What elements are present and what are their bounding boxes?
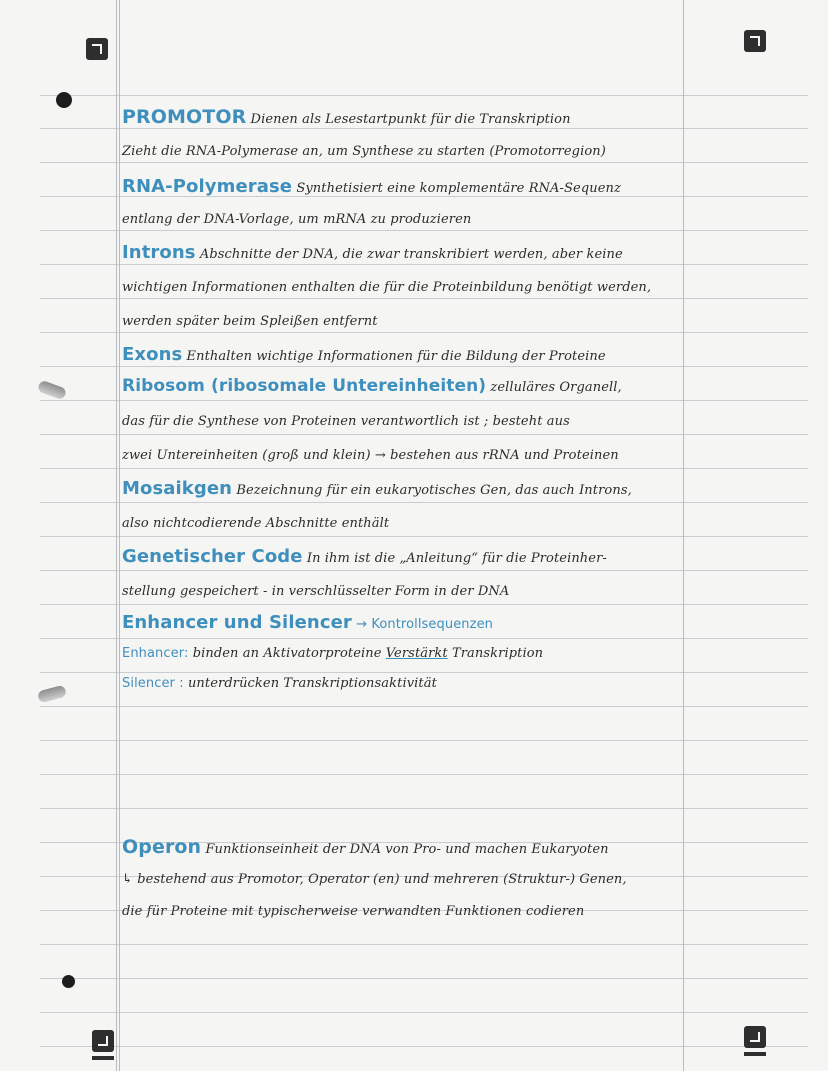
definition-text: Synthetisiert eine komplementäre RNA-Sequenz xyxy=(296,181,621,196)
note-line-genetischer-code xyxy=(122,546,607,567)
definition-text: Dienen als Lesestartpunkt für die Transkription xyxy=(250,112,571,127)
definition-text: Transkription xyxy=(451,646,544,661)
note-line xyxy=(122,314,378,329)
definition-text: unterdrücken Transkriptionsaktivität xyxy=(187,676,437,691)
ruled-line xyxy=(40,468,808,469)
corner-marker-icon xyxy=(92,1030,114,1052)
note-line-silencer xyxy=(122,676,437,691)
underlined-verstaerkt: Verstärkt xyxy=(385,646,448,661)
corner-marker-icon xyxy=(86,38,108,60)
term-exons: Exons xyxy=(122,344,183,365)
left-margin-line xyxy=(116,0,117,1071)
definition-text: wichtigen Informationen enthalten die für die Proteinbildung benötigt werden, xyxy=(122,280,652,295)
definition-text: Enthalten wichtige Informationen für die Bildung der Proteine xyxy=(186,349,606,364)
definition-text: Funktionseinheit der DNA von Pro- und machen Eukaryoten xyxy=(205,842,609,857)
left-margin-line xyxy=(119,0,120,1071)
note-line-mosaikgen xyxy=(122,478,632,499)
definition-text: also nichtcodierende Abschnitte enthält xyxy=(122,516,390,531)
definition-text: Zieht die RNA-Polymerase an, um Synthese zu starten (Promotorregion) xyxy=(122,144,606,159)
definition-text: binden an Aktivatorproteine xyxy=(192,646,382,661)
definition-text: ↳ bestehend aus Promotor, Operator (en) und mehreren (Struktur-) Genen, xyxy=(122,872,627,887)
right-margin-line xyxy=(683,0,684,1071)
note-line xyxy=(122,904,584,919)
ruled-line xyxy=(40,1012,808,1013)
punch-hole xyxy=(56,92,72,108)
ruled-line xyxy=(40,978,808,979)
term-mosaikgen: Mosaikgen xyxy=(122,478,233,499)
term-ribosom: Ribosom (ribosomale Untereinheiten) xyxy=(122,376,487,396)
definition-text: stellung gespeichert - in verschlüsselter Form in der DNA xyxy=(122,584,510,599)
note-line xyxy=(122,448,619,463)
term-enhancer-silencer: Enhancer und Silencer xyxy=(122,612,352,633)
definition-text: Bezeichnung für ein eukaryotisches Gen, das auch Introns, xyxy=(236,483,632,498)
ruled-line xyxy=(40,332,808,333)
ruled-line xyxy=(40,774,808,775)
arrow-icon: → xyxy=(356,617,368,632)
definition-text: Abschnitte der DNA, die zwar transkribiert werden, aber keine xyxy=(199,247,623,262)
note-line xyxy=(122,280,651,295)
ruled-line xyxy=(40,230,808,231)
corner-bar xyxy=(92,1056,114,1060)
label-silencer: Silencer : xyxy=(122,676,184,691)
punch-hole xyxy=(62,975,75,988)
ruled-line xyxy=(40,536,808,537)
ruled-line xyxy=(40,808,808,809)
ruled-line xyxy=(40,944,808,945)
corner-marker-icon xyxy=(744,1026,766,1048)
note-line-operon xyxy=(122,836,609,858)
ruled-line xyxy=(40,95,808,96)
definition-text: die für Proteine mit typischerweise verwandten Funktionen codieren xyxy=(122,904,585,919)
definition-text: werden später beim Spleißen entfernt xyxy=(122,314,378,329)
ruled-line xyxy=(40,264,808,265)
ruled-line xyxy=(40,162,808,163)
note-line-enhancer xyxy=(122,646,543,661)
label-enhancer: Enhancer: xyxy=(122,646,189,661)
note-line xyxy=(122,584,509,599)
ruled-line xyxy=(40,128,808,129)
term-operon: Operon xyxy=(122,836,202,858)
ruled-line xyxy=(40,638,808,639)
term-genetischer-code: Genetischer Code xyxy=(122,546,303,567)
ruled-line xyxy=(40,706,808,707)
note-line-rna-polymerase xyxy=(122,176,621,197)
definition-text: zelluläres Organell, xyxy=(490,380,622,395)
subtitle-kontrollsequenzen: Kontrollsequenzen xyxy=(371,617,494,632)
note-line-enhancer-silencer xyxy=(122,612,493,633)
binder-ring xyxy=(37,380,67,401)
ruled-line xyxy=(40,1046,808,1047)
definition-text: das für die Synthese von Proteinen verantwortlich ist ; besteht aus xyxy=(122,414,570,429)
note-line xyxy=(122,414,570,429)
note-line xyxy=(122,516,389,531)
definition-text: In ihm ist die „Anleitung“ für die Proteinher- xyxy=(306,551,607,566)
definition-text: entlang der DNA-Vorlage, um mRNA zu produzieren xyxy=(122,212,472,227)
ruled-line xyxy=(40,672,808,673)
ruled-line xyxy=(40,502,808,503)
note-line-promotor xyxy=(122,106,571,128)
note-line xyxy=(122,212,471,227)
ruled-line xyxy=(40,400,808,401)
note-line xyxy=(122,144,606,159)
note-line-exons xyxy=(122,344,606,365)
ruled-line xyxy=(40,604,808,605)
ruled-line xyxy=(40,366,808,367)
corner-marker-icon xyxy=(744,30,766,52)
term-introns: Introns xyxy=(122,242,196,263)
term-promotor: PROMOTOR xyxy=(122,106,247,128)
ruled-line xyxy=(40,740,808,741)
ruled-line xyxy=(40,298,808,299)
ruled-line xyxy=(40,570,808,571)
corner-bar xyxy=(744,1052,766,1056)
note-line xyxy=(122,872,627,887)
definition-text: zwei Untereinheiten (groß und klein) → bestehen aus rRNA und Proteinen xyxy=(122,448,619,463)
ruled-line xyxy=(40,434,808,435)
term-rna-polymerase: RNA-Polymerase xyxy=(122,176,293,197)
binder-ring xyxy=(37,685,67,704)
note-line-ribosom xyxy=(122,376,622,396)
note-line-introns xyxy=(122,242,623,263)
